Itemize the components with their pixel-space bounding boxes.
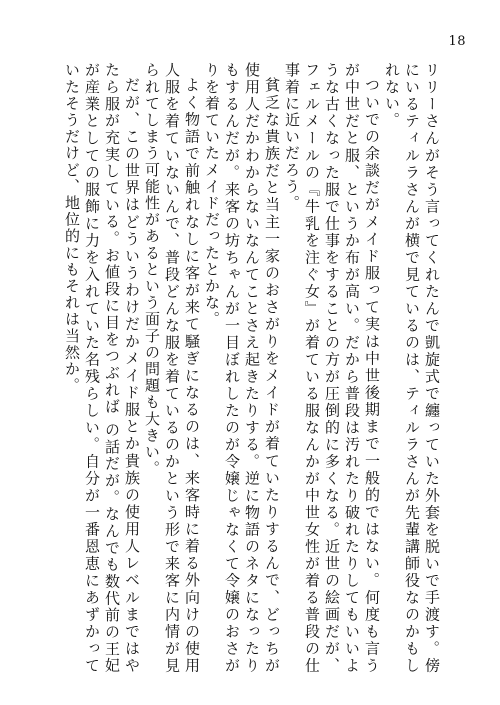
body-text (32, 62, 442, 674)
paragraph-1: リリーさんがそう言ってくれたんで凱旋式で纏っていた外套を脱いで手渡す。傍にいるティルラさんが横で見ているのは、ティルラさんが先輩講師役なのかもしれない。 (383, 62, 441, 674)
paragraph-2: ついでの余談だがメイド服って実は中世後期まで一般的ではない。何度も言うが中世だと服、というか布が高い。だから普段は汚れたり破れたりしてもいいような古くなった服で仕事をすることの方が圧倒的に多くなる。近世の絵画だが、フェルメールの『牛乳を注ぐ女』が着ている服なんかが中世女性が着る普段の仕事着に近いだろう。 (283, 62, 381, 674)
page-number: 18 (448, 34, 466, 49)
paragraph-4: よく物語で前触れなしに客が来て騒ぎになるのは、来客時に着る外向けの使用人服を着ていないんで、普段どんな服を着ているのかという形で来客に内情が見られてしまう可能性があるという面子の問題も大きい。 (143, 62, 201, 674)
paragraph-3: 貧乏な貴族だと当主一家のおさがりをメイドが着ていたりするんで、どっちが使用人だかわからないなんてことさえ起きたりする。逆に物語のネタになったりもするんだが。来客の坊ちゃんが一目ぼれしたのが令嬢じゃなくて令嬢のおさがりを着ていたメイドだったとかな。 (203, 62, 281, 674)
paragraph-5: だが、この世界はどういうわけだかメイド服とか貴族の使用人レベルまではやたら服が充実している。お値段に目をつぶれば の話だが。なんでも数代前の王妃が産業としての服飾に力を入れていた名残らしい。自分が一番恩恵にあずかっていたそうだけど、地位的にもそれは当然か。 (63, 62, 141, 674)
